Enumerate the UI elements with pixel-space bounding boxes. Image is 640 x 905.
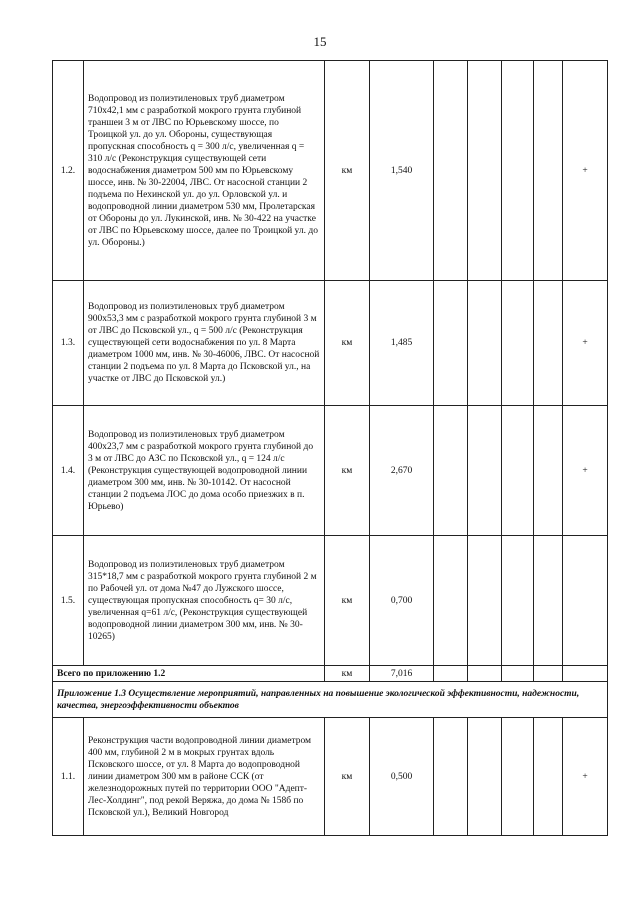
empty-cell (534, 718, 563, 836)
empty-cell (468, 406, 502, 536)
empty-cell (468, 718, 502, 836)
empty-cell (534, 536, 563, 666)
empty-cell (534, 281, 563, 406)
empty-cell (468, 666, 502, 682)
empty-cell (563, 666, 608, 682)
empty-cell (534, 406, 563, 536)
total-value: 7,016 (370, 666, 434, 682)
row-unit: км (325, 61, 370, 281)
total-unit: км (325, 666, 370, 682)
row-value: 0,700 (370, 536, 434, 666)
empty-cell (502, 281, 534, 406)
row-unit: км (325, 718, 370, 836)
empty-cell (534, 61, 563, 281)
row-mark: + (563, 718, 608, 836)
empty-cell (468, 281, 502, 406)
table-row (53, 536, 608, 666)
table-row (53, 406, 608, 536)
empty-cell (502, 718, 534, 836)
total-label: Всего по приложению 1.2 (53, 666, 325, 682)
table-row (53, 718, 608, 836)
row-description: Реконструкция части водопроводной линии диаметром 400 мм, глубиной 2 м в мокрых грунтах вдоль Псковского шоссе, от ул. 8 Марта до водопроводной линии диаметром 300 мм в районе ССК (от железнодорожных путей по территории ООО "Адепт-Лес-Холдинг", под рекой Веряжа, до дома № 158б по Псковской ул.), Великий Новгород (84, 718, 325, 836)
row-number: 1.5. (53, 536, 84, 666)
total-row (53, 666, 608, 682)
row-unit: км (325, 406, 370, 536)
row-mark: + (563, 61, 608, 281)
empty-cell (502, 536, 534, 666)
row-value: 1,540 (370, 61, 434, 281)
empty-cell (468, 61, 502, 281)
row-unit: км (325, 281, 370, 406)
empty-cell (434, 536, 468, 666)
empty-cell (468, 536, 502, 666)
empty-cell (434, 718, 468, 836)
empty-cell (502, 666, 534, 682)
empty-cell (434, 666, 468, 682)
empty-cell (434, 406, 468, 536)
row-number: 1.2. (53, 61, 84, 281)
table-row (53, 61, 608, 281)
row-value: 1,485 (370, 281, 434, 406)
row-description: Водопровод из полиэтиленовых труб диаметром 315*18,7 мм с разработкой мокрого грунта глубиной 2 м по Рабочей ул. от дома №47 до Лужского шоссе, существующая пропускная способность q= 30 л/с, увеличенная q=61 л/с, (Реконструкция существующей водопроводной линии диаметром 300 мм, инв. № 30-10265) (84, 536, 325, 666)
row-number: 1.1. (53, 718, 84, 836)
row-unit: км (325, 536, 370, 666)
empty-cell (434, 61, 468, 281)
empty-cell (434, 281, 468, 406)
page-number: 15 (313, 34, 327, 49)
works-table (52, 60, 608, 836)
empty-cell (502, 406, 534, 536)
empty-cell (502, 61, 534, 281)
row-number: 1.4. (53, 406, 84, 536)
row-value: 0,500 (370, 718, 434, 836)
section-title: Приложение 1.3 Осуществление мероприятий, направленных на повышение экологической эффективности, надежности, качества, энергоэффективности объектов (53, 682, 608, 718)
row-mark: + (563, 281, 608, 406)
row-description: Водопровод из полиэтиленовых труб диаметром 710х42,1 мм с разработкой мокрого грунта глубиной траншеи 3 м от ЛВС по Юрьевскому шоссе, по Троицкой ул. до ул. Обороны, существующая пропускная способность q = 300 л/с, увеличенная q = 310 л/с (Реконструкция существующей сети водоснабжения диаметром 500 мм по Юрьевскому шоссе, инв. № 30-22004, ЛВС. От насосной станции 2 подъема по Нехинской ул. до ул. Орловской ул. и водопроводной линии диаметром 530 мм, Пролетарская от Обороны до ул. Лукинской, инв. № 30-422 на участке от ЛВС по Юрьевскому шоссе, далее по Троицкой ул. до ул. Обороны.) (84, 61, 325, 281)
row-mark (563, 536, 608, 666)
section-header-row (53, 682, 608, 718)
empty-cell (534, 666, 563, 682)
row-number: 1.3. (53, 281, 84, 406)
row-value: 2,670 (370, 406, 434, 536)
row-mark: + (563, 406, 608, 536)
row-description: Водопровод из полиэтиленовых труб диаметром 900х53,3 мм с разработкой мокрого грунта глубиной 3 м от ЛВС до Псковской ул., q = 500 л/с (Реконструкция существующей сети водоснабжения по ул. 8 Марта диаметром 1000 мм, инв. № 30-46006, ЛВС. От насосной станции 2 подъема по ул. 8 Марта до Псковской ул., на участке от ЛВС до Псковской ул.) (84, 281, 325, 406)
table-row (53, 281, 608, 406)
row-description: Водопровод из полиэтиленовых труб диаметром 400х23,7 мм с разработкой мокрого грунта глубиной до 3 м от ЛВС до АЗС по Псковской ул., q = 124 л/с (Реконструкция существующей водопроводной линии диаметром 300 мм, инв. № 30-10142. От насосной станции 2 подъема ЛОС до дома особо приезжих в п. Юрьево) (84, 406, 325, 536)
